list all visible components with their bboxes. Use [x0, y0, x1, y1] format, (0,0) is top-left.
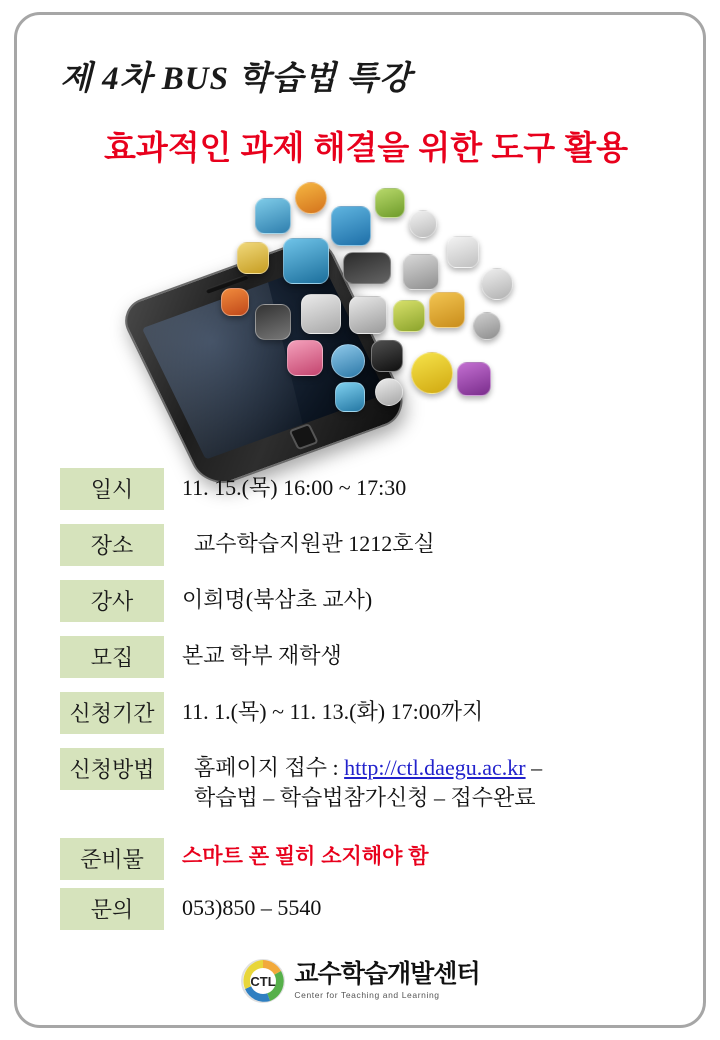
- app-icon: [237, 242, 269, 274]
- info-label: 모집: [60, 636, 164, 678]
- info-row-contact: [0, 888, 720, 930]
- info-label: 장소: [60, 524, 164, 566]
- info-value: 11. 1.(목) ~ 11. 13.(화) 17:00까지: [182, 699, 484, 724]
- app-icon: [335, 382, 365, 412]
- app-icon: [287, 340, 323, 376]
- info-row-period: [0, 692, 720, 734]
- info-table: [0, 468, 720, 944]
- ctl-logo-english: Center for Teaching and Learning: [294, 990, 440, 1001]
- info-label: 준비물: [60, 838, 164, 880]
- info-row-instructor: [0, 580, 720, 622]
- info-label: 문의: [60, 888, 164, 930]
- app-icon: [295, 182, 327, 214]
- app-icon: [255, 198, 291, 234]
- page-title-main: 효과적인 과제 해결을 위한 도구 활용: [103, 129, 628, 166]
- info-row-apply-method: [0, 748, 720, 812]
- footer: [0, 958, 720, 1009]
- app-icon: [411, 352, 453, 394]
- apply-line-1: [194, 753, 542, 783]
- info-row-audience: [0, 636, 720, 678]
- smartphone-app-icons-illustration: [135, 180, 565, 480]
- info-label: 일시: [60, 468, 164, 510]
- app-icon: [447, 236, 479, 268]
- app-icon: [301, 294, 341, 334]
- app-icon: [429, 292, 465, 328]
- apply-line-2: 학습법 – 학습법참가신청 – 접수완료: [194, 784, 536, 810]
- info-value: 교수학습지원관 1212호실: [194, 531, 435, 556]
- info-label: 신청기간: [60, 692, 164, 734]
- info-value: 11. 15.(목) 16:00 ~ 17:30: [182, 475, 407, 500]
- app-icon: [331, 206, 371, 246]
- app-icon: [349, 296, 387, 334]
- info-label: 신청방법: [60, 748, 164, 790]
- app-icon: [409, 210, 437, 238]
- apply-suffix: –: [525, 755, 543, 780]
- app-icon: [255, 304, 291, 340]
- app-icon: [331, 344, 365, 378]
- app-icon: [343, 252, 391, 284]
- ctl-circle-icon: [240, 958, 286, 1004]
- ctl-logo-text: [294, 962, 479, 1000]
- app-icon: [393, 300, 425, 332]
- apply-prefix: 홈페이지 접수 :: [194, 755, 345, 780]
- info-row-prepare: [0, 838, 720, 880]
- info-value: [194, 748, 542, 812]
- info-value: 053)850 – 5540: [182, 895, 322, 921]
- apply-url-link[interactable]: http://ctl.daegu.ac.kr: [344, 755, 526, 780]
- svg-text:CTL: CTL: [250, 974, 277, 989]
- page-title-subheading: 제 4차 BUS 학습법 특강: [60, 61, 412, 97]
- ctl-logo-korean: 교수학습개발센터: [294, 960, 480, 989]
- ctl-logo: [240, 958, 479, 1004]
- app-icon: [481, 268, 513, 300]
- info-label: 강사: [60, 580, 164, 622]
- info-value: 이희명(북삼초 교사): [182, 587, 373, 612]
- info-row-place: [0, 524, 720, 566]
- app-icon: [457, 362, 491, 396]
- app-icon: [375, 188, 405, 218]
- app-icon: [221, 288, 249, 316]
- app-icon: [403, 254, 439, 290]
- info-value: 본교 학부 재학생: [182, 643, 342, 668]
- app-icon: [473, 312, 501, 340]
- info-row-date: [0, 468, 720, 510]
- info-value: 스마트 폰 필히 소지해야 함: [182, 845, 429, 869]
- app-icon: [375, 378, 403, 406]
- app-icon: [283, 238, 329, 284]
- app-icon: [371, 340, 403, 372]
